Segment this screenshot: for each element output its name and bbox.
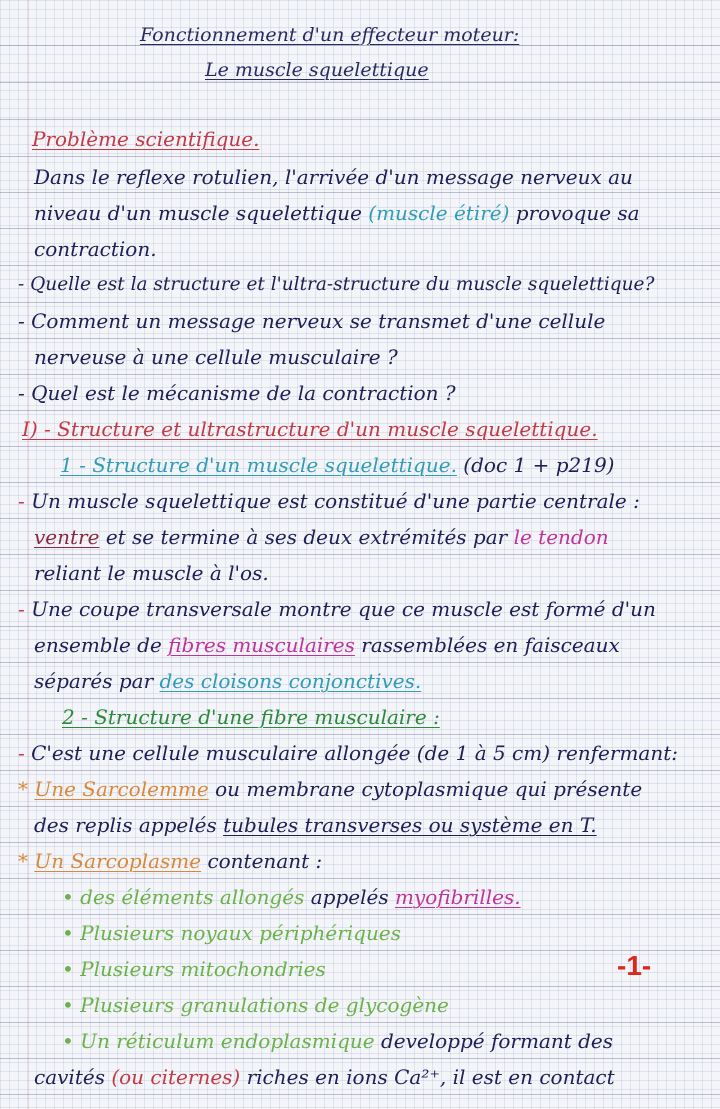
rule-line: [0, 338, 720, 339]
reticulum-rest: developpé formant des: [380, 1029, 614, 1053]
section2-p1-text: C'est une cellule musculaire allongée (de 1 à 5 cm) renfermant:: [31, 741, 678, 765]
question-transmission-line1: - Comment un message nerveux se transmet d'une cellule: [18, 309, 606, 333]
term-fibres-musculaires: fibres musculaires: [168, 633, 355, 657]
section1-p2-end: rassemblées en faisceaux: [361, 633, 620, 657]
rule-line: [0, 119, 720, 120]
cavites-end: riches en ions Ca²⁺, il est en contact: [246, 1065, 615, 1089]
rule-line: [0, 156, 720, 157]
rule-line: [0, 590, 720, 591]
bullet-appeles: appelés: [310, 885, 389, 909]
rule-line: [0, 374, 720, 375]
bullet-myofibrilles: [62, 884, 521, 910]
term-sarcolemme: Une Sarcolemme: [34, 777, 209, 801]
bullet-glycogene: • Plusieurs granulations de glycogène: [62, 993, 449, 1017]
question-contraction: - Quel est le mécanisme de la contraction ?: [18, 381, 456, 405]
section1-p2-text: Une coupe transversale montre que ce muscle est formé d'un: [31, 597, 656, 621]
problem-text-line3: contraction.: [34, 237, 157, 261]
replis-start: des replis appelés: [34, 813, 217, 837]
rule-line: [0, 734, 720, 735]
rule-line: [0, 698, 720, 699]
problem-text-end: provoque sa: [515, 201, 640, 225]
section1-sub1-ref: (doc 1 + p219): [463, 453, 615, 477]
page-title-line1: Fonctionnement d'un effecteur moteur:: [140, 24, 520, 46]
term-tubules-transverses: tubules transverses ou système en T.: [223, 813, 597, 837]
section1-p2-line3: [34, 668, 421, 694]
replis-line: [34, 812, 597, 838]
rule-line: [0, 626, 720, 627]
sarcoplasme-line: [18, 848, 322, 874]
section1-p2-line1: [18, 596, 656, 622]
rule-line: [0, 518, 720, 519]
term-myofibrilles: myofibrilles.: [394, 885, 521, 909]
bullet-mitochondries: • Plusieurs mitochondries: [62, 957, 326, 981]
term-reticulum: • Un réticulum endoplasmique: [62, 1029, 375, 1053]
section1-p1-line2: [34, 524, 609, 550]
section1-p1-mid: et se termine à ses deux extrémités par: [105, 525, 508, 549]
section1-p2-start: ensemble de: [34, 633, 162, 657]
section1-p2-line2: [34, 632, 620, 658]
bullet-dash: -: [18, 489, 25, 513]
section2-p1: [18, 740, 678, 766]
sarcolemme-line: [18, 776, 642, 802]
rule-line: [0, 192, 720, 193]
rule-line: [0, 662, 720, 663]
cavites-start: cavités: [34, 1065, 105, 1089]
rule-line: [0, 914, 720, 915]
question-structure: - Quelle est la structure et l'ultra-structure du muscle squelettique?: [18, 274, 655, 295]
problem-heading: Problème scientifique.: [32, 127, 260, 151]
rule-line: [0, 1094, 720, 1095]
rule-line: [0, 770, 720, 771]
term-cloisons-conjonctives: des cloisons conjonctives.: [159, 669, 422, 693]
star-bullet: *: [18, 849, 28, 873]
term-ventre: ventre: [34, 525, 100, 549]
rule-line: [0, 1022, 720, 1023]
page-number: -1-: [617, 950, 652, 981]
bullet-dash: -: [18, 597, 25, 621]
term-tendon: le tendon: [513, 525, 609, 549]
rule-line: [0, 842, 720, 843]
rule-line: [0, 302, 720, 303]
rule-line: [0, 554, 720, 555]
rule-line: [0, 950, 720, 951]
rule-line: [0, 228, 720, 229]
section1-p1-text: Un muscle squelettique est constitué d'une partie centrale :: [31, 489, 640, 513]
rule-line: [0, 1058, 720, 1059]
section1-heading: I) - Structure et ultrastructure d'un muscle squelettique.: [22, 417, 598, 441]
section1-p1-line3: reliant le muscle à l'os.: [34, 561, 269, 585]
section1-p2-sep: séparés par: [34, 669, 154, 693]
sarcolemme-rest: ou membrane cytoplasmique qui présente: [215, 777, 643, 801]
bullet-noyaux: • Plusieurs noyaux périphériques: [62, 921, 401, 945]
section1-sub1: [60, 452, 614, 478]
rule-line: [0, 482, 720, 483]
section1-p1-line1: [18, 488, 640, 514]
problem-text-start: niveau d'un muscle squelettique: [34, 201, 362, 225]
rule-line: [0, 446, 720, 447]
muscle-etire-note: (muscle étiré): [368, 201, 510, 225]
bullet-elements: • des éléments allongés: [62, 885, 305, 909]
citernes-note: (ou citernes): [111, 1065, 241, 1089]
rule-line: [0, 806, 720, 807]
problem-text-line2: [34, 200, 640, 226]
rule-line: [0, 410, 720, 411]
problem-text-line1: Dans le reflexe rotulien, l'arrivée d'un message nerveux au: [34, 165, 633, 189]
term-sarcoplasme: Un Sarcoplasme: [34, 849, 202, 873]
cavites-line: [34, 1064, 615, 1090]
question-transmission-line2: nerveuse à une cellule musculaire ?: [34, 345, 398, 369]
bullet-dash: -: [18, 741, 25, 765]
rule-line: [0, 986, 720, 987]
section2-heading: 2 - Structure d'une fibre musculaire :: [62, 705, 440, 729]
page-title-line2: Le muscle squelettique: [205, 59, 429, 81]
rule-line: [0, 265, 720, 266]
sarcoplasme-rest: contenant :: [207, 849, 323, 873]
section1-sub1-title: 1 - Structure d'un muscle squelettique.: [60, 453, 457, 477]
star-bullet: *: [18, 777, 28, 801]
bullet-reticulum: [62, 1028, 613, 1054]
rule-line: [0, 878, 720, 879]
